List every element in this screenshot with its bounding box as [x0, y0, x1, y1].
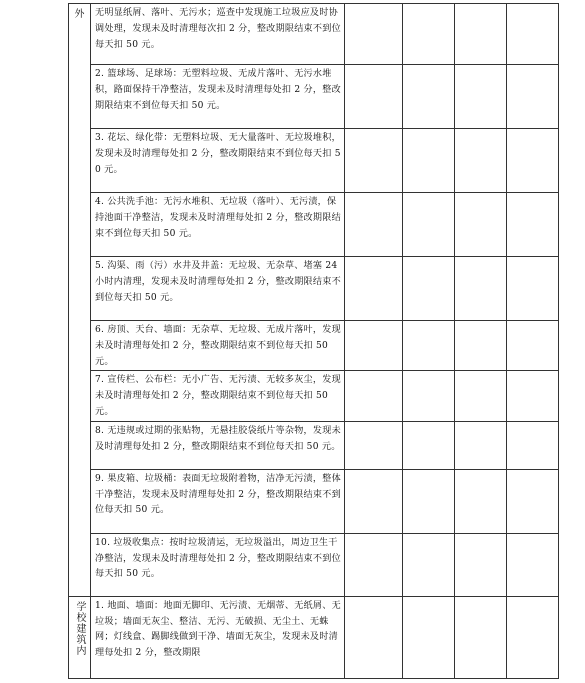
blank-cell: [507, 321, 559, 371]
item-cell: [91, 129, 345, 193]
blank-cell: [455, 129, 507, 193]
item-text: 4. 公共洗手池：无污水堆积、无垃圾（落叶）、无污渍，保持池面干净整洁，发现未及时清理每处扣 2 分，整改期限结束不到位每天扣 50 元。: [95, 197, 341, 239]
blank-cell: [403, 129, 455, 193]
category-cell-inside: [69, 596, 91, 678]
item-text: 6. 房顶、天台、墙面：无杂草、无垃圾、无成片落叶，发现未及时清理每处扣 2 分，整改期限结束不到位每天扣 50 元。: [95, 325, 341, 367]
blank-cell: [345, 533, 403, 596]
table-row: [69, 4, 559, 65]
blank-cell: [345, 371, 403, 421]
blank-cell: [507, 193, 559, 257]
blank-cell: [507, 371, 559, 421]
item-cell: [91, 257, 345, 321]
blank-cell: [403, 4, 455, 65]
category-label: 外: [74, 9, 85, 20]
blank-cell: [507, 421, 559, 469]
blank-cell: [403, 421, 455, 469]
table-row: [69, 469, 559, 533]
blank-cell: [403, 596, 455, 678]
item-cell: [91, 193, 345, 257]
blank-cell: [403, 533, 455, 596]
item-cell: [91, 421, 345, 469]
table-row: [69, 533, 559, 596]
blank-cell: [345, 469, 403, 533]
item-text: 3. 花坛、绿化带：无塑料垃圾、无大量落叶、无垃圾堆积，发现未及时清理每处扣 2 分，整改期限结束不到位每天扣 50 元。: [95, 133, 341, 175]
item-text: 10. 垃圾收集点：按时垃圾清运，无垃圾溢出，周边卫生干净整洁，发现未及时清理每处扣 2 分，整改期限结束不到位每天扣 50 元。: [95, 537, 341, 580]
blank-cell: [507, 257, 559, 321]
item-cell: [91, 321, 345, 371]
table-row: [69, 421, 559, 469]
blank-cell: [455, 193, 507, 257]
blank-cell: [345, 4, 403, 65]
blank-cell: [455, 321, 507, 371]
blank-cell: [455, 257, 507, 321]
blank-cell: [345, 421, 403, 469]
item-cell: [91, 533, 345, 596]
inspection-table: [68, 3, 559, 679]
blank-cell: [403, 469, 455, 533]
blank-cell: [455, 4, 507, 65]
item-text: 7. 宣传栏、公布栏：无小广告、无污渍、无较多灰尘，发现未及时清理每处扣 2 分，整改期限结束不到位每天扣 50 元。: [95, 375, 341, 417]
item-text: 8. 无违规或过期的张贴物，无悬挂胶袋纸片等杂物，发现未及时清理每处扣 2 分，整改期限结束不到位每天扣 50 元。: [95, 425, 341, 452]
table-row: [69, 371, 559, 421]
table-row: [69, 193, 559, 257]
blank-cell: [455, 596, 507, 678]
blank-cell: [345, 257, 403, 321]
item-text: 5. 沟渠、雨（污）水井及井盖：无垃圾、无杂草、堵塞 24 小时内清理，发现未及时清理每处扣 2 分，整改期限结束不到位每天扣 50 元。: [95, 261, 341, 303]
item-cell: [91, 469, 345, 533]
table-row: [69, 65, 559, 129]
blank-cell: [403, 321, 455, 371]
blank-cell: [455, 371, 507, 421]
table-row: [69, 129, 559, 193]
category-label: 学校建筑内: [74, 600, 85, 656]
table-row: [69, 596, 559, 678]
blank-cell: [345, 65, 403, 129]
item-cell: [91, 371, 345, 421]
blank-cell: [507, 469, 559, 533]
blank-cell: [507, 533, 559, 596]
blank-cell: [507, 596, 559, 678]
item-cell: [91, 65, 345, 129]
item-cell: [91, 4, 345, 65]
item-text: 9. 果皮箱、垃圾桶：表面无垃圾附着物，洁净无污渍，整体干净整洁，发现未及时清理每处扣 2 分，整改期限结束不到位每天扣 50 元。: [95, 473, 341, 516]
blank-cell: [455, 65, 507, 129]
item-text: 无明显纸屑、落叶、无污水；巡查中发现施工垃圾应及时协调处理，发现未及时清理每次扣 2 分，整改期限结束不到位每天扣 50 元。: [95, 8, 341, 50]
item-cell: [91, 596, 345, 678]
blank-cell: [403, 65, 455, 129]
blank-cell: [403, 257, 455, 321]
blank-cell: [507, 4, 559, 65]
blank-cell: [403, 371, 455, 421]
blank-cell: [345, 193, 403, 257]
category-cell-outside: [69, 4, 91, 597]
item-text: 2. 篮球场、足球场：无塑料垃圾、无成片落叶、无污水堆积，路面保持干净整洁，发现未及时清理每处扣 2 分，整改期限结束不到位每天扣 50 元。: [95, 69, 341, 111]
blank-cell: [507, 65, 559, 129]
blank-cell: [345, 596, 403, 678]
blank-cell: [403, 193, 455, 257]
table-row: [69, 321, 559, 371]
table-row: [69, 257, 559, 321]
blank-cell: [455, 421, 507, 469]
item-text: 1. 地面、墙面：地面无脚印、无污渍、无烟蒂、无纸屑、无垃圾；墙面无灰尘、整洁、无污、无破损、无尘土、无蛛网；灯线盒、踢脚线做到干净、墙面无灰尘，发现未及时清理每处扣 2 分，整改期限: [95, 600, 341, 659]
blank-cell: [345, 129, 403, 193]
blank-cell: [455, 533, 507, 596]
blank-cell: [507, 129, 559, 193]
blank-cell: [455, 469, 507, 533]
blank-cell: [345, 321, 403, 371]
